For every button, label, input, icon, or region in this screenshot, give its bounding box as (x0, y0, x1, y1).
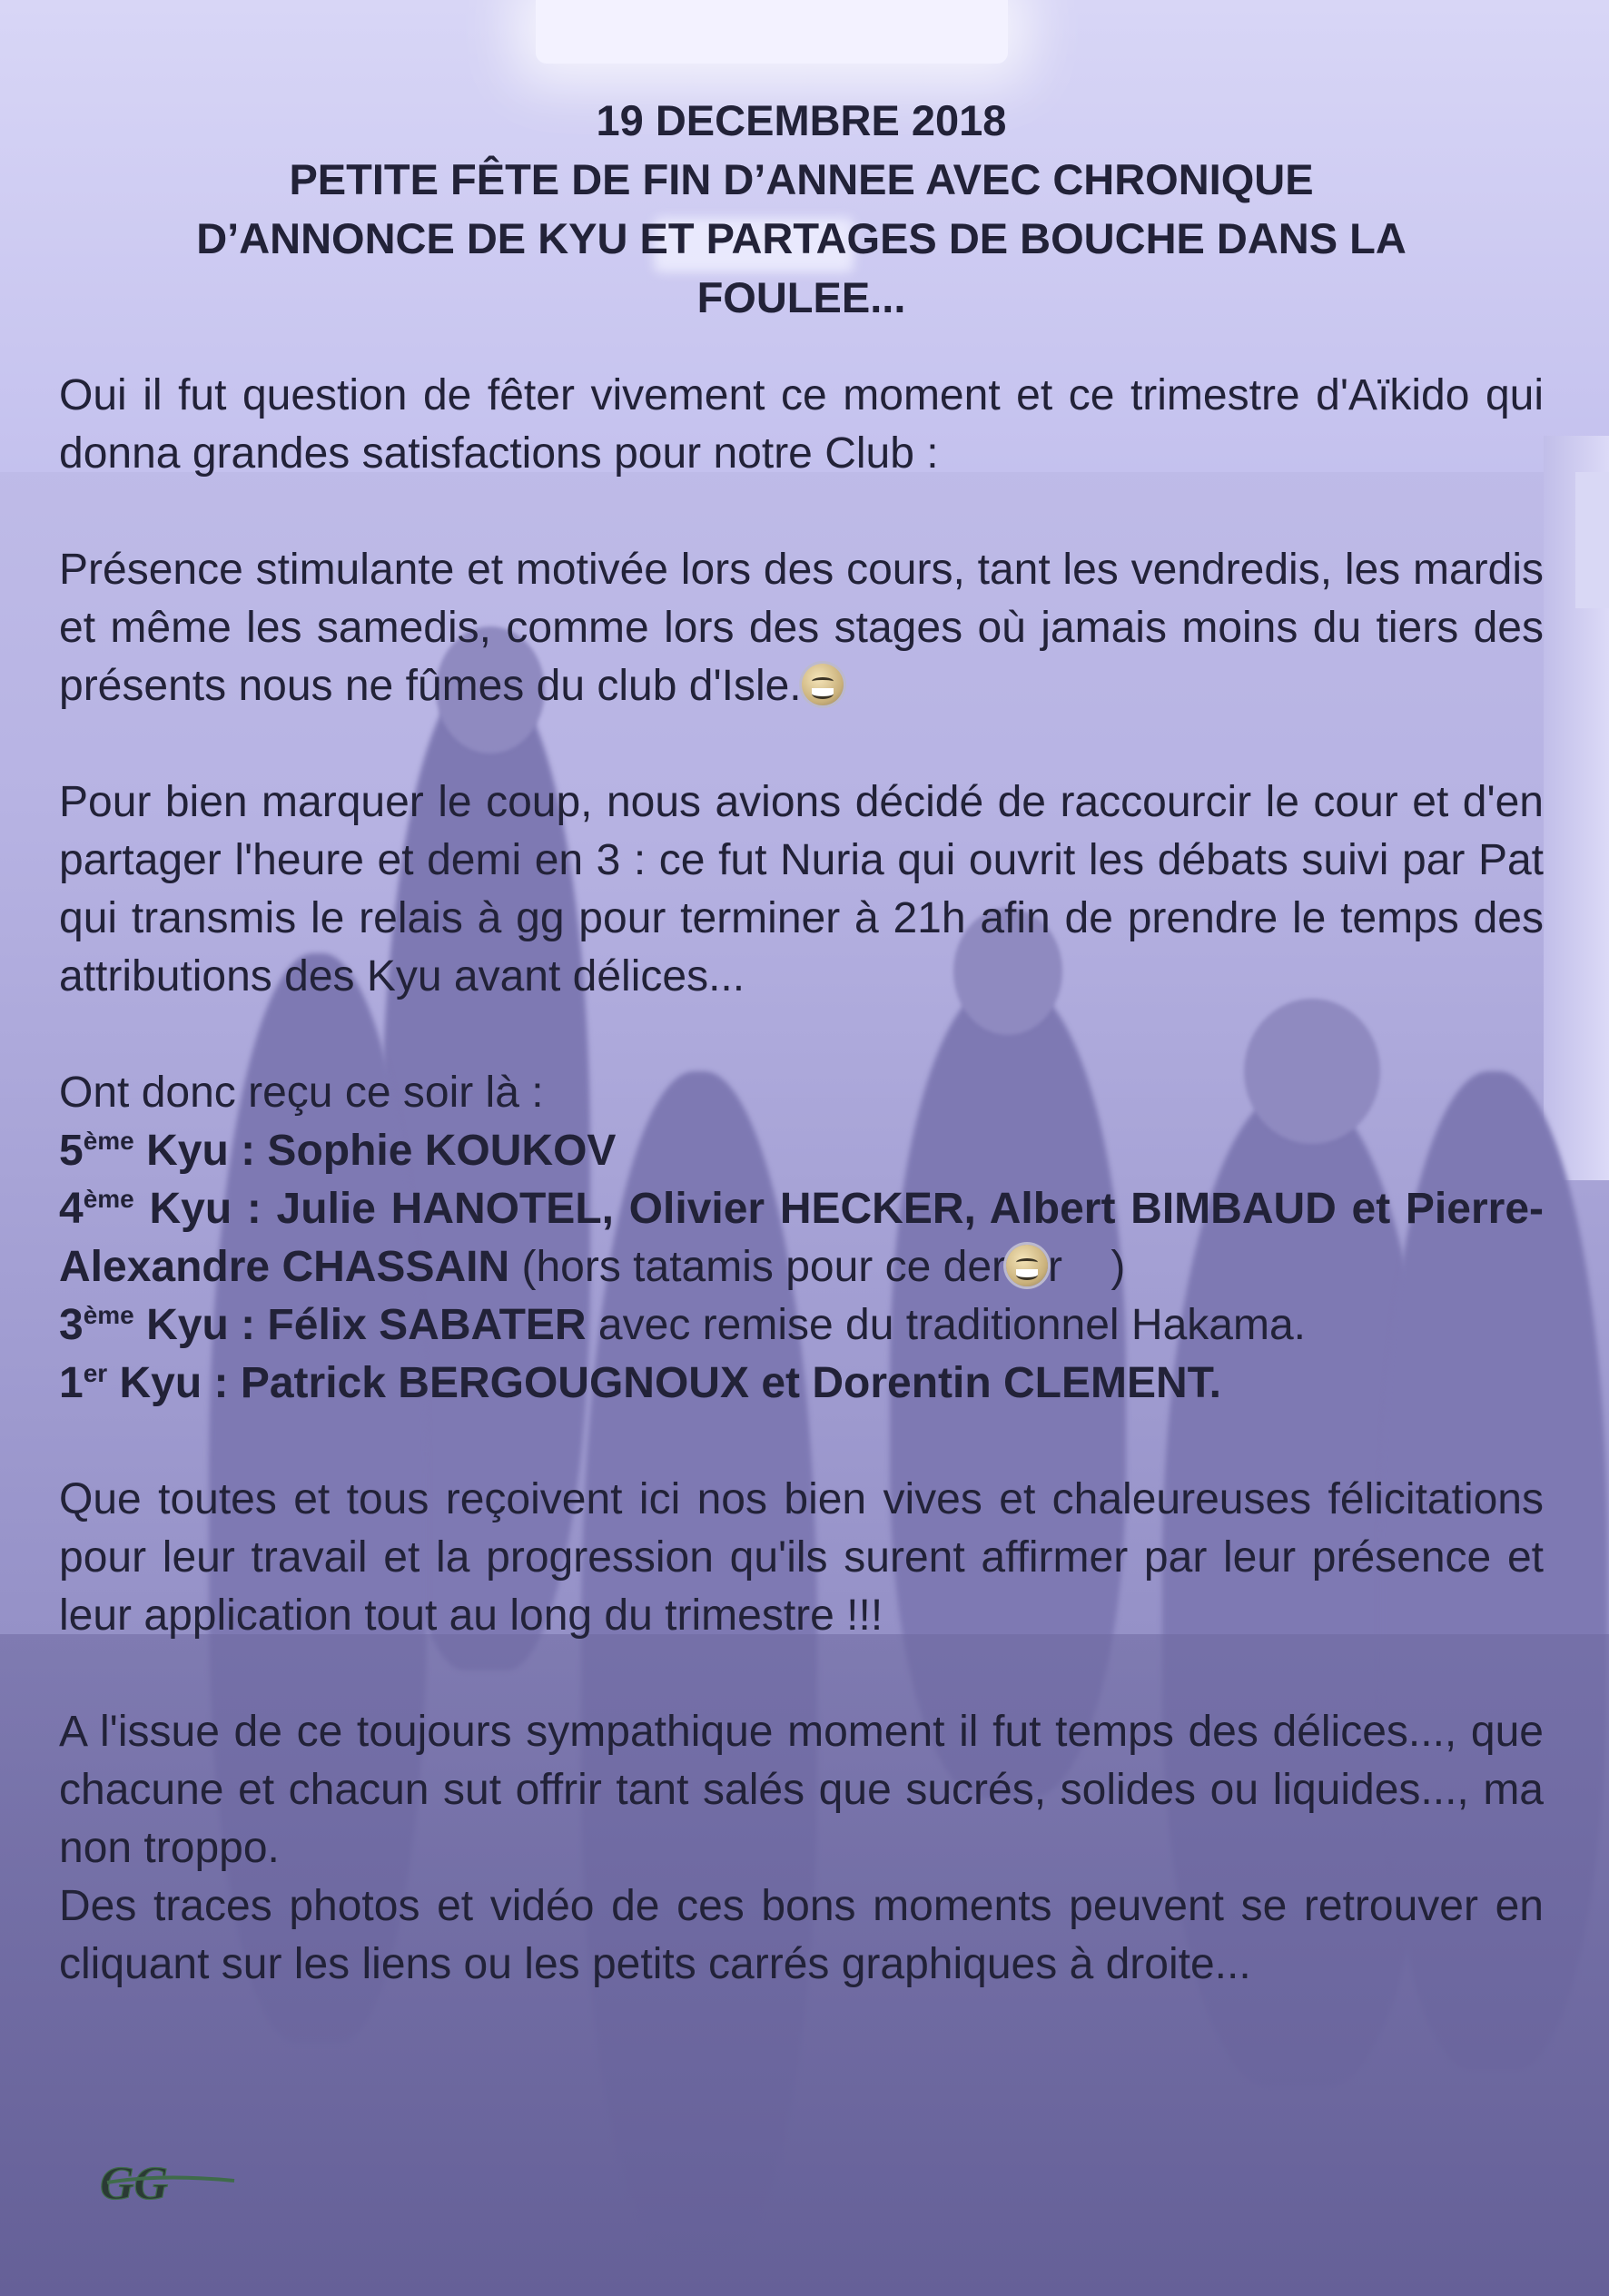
kyu-fifth: 5ème Kyu : Sophie KOUKOV (59, 1127, 617, 1175)
article-title-line-1: PETITE FÊTE DE FIN D’ANNEE AVEC CHRONIQUE (289, 155, 1314, 203)
signature-text: GG (100, 2158, 169, 2208)
grinning-face-icon (1006, 1245, 1048, 1286)
kyu-third: 3ème Kyu : Félix SABATER avec remise du traditionnel Hakama. (59, 1301, 1306, 1349)
article-date: 19 DECEMBRE 2018 (596, 96, 1007, 144)
ceiling-light (536, 0, 1008, 64)
course-paragraph: Pour bien marquer le coup, nous avions décidé de raccourcir le cour et d'en partager l'heure et demi en 3 : ce fut Nuria qui ouvrit les débats suivi par Pat qui transmis le relais à gg pour terminer à 21h afin de prendre le temps des attributions des Kyu avant délices... (59, 778, 1544, 1000)
kyu-first: 1er Kyu : Patrick BERGOUGNOUX et Dorentin CLEMENT. (59, 1359, 1221, 1407)
article-title-line-3: FOULEE... (696, 273, 906, 321)
intro-paragraph: Oui il fut question de fêter vivement ce moment et ce trimestre d'Aïkido qui donna grandes satisfactions pour notre Club : (59, 371, 1544, 478)
congrats-paragraph: Que toutes et tous reçoivent ici nos bien vives et chaleureuses félicitations pour leur travail et la progression qu'ils surent affirmer par leur présence et leur application tout au long du trimestre !!! (59, 1475, 1544, 1640)
presence-text: Présence stimulante et motivée lors des cours, tant les vendredis, les mardis et même les samedis, comme lors des stages où jamais moins du tiers des présents nous ne fûmes du club d'Isle. (59, 546, 1544, 710)
article-title-line-2: D’ANNONCE DE KYU ET PARTAGES DE BOUCHE DANS LA (196, 214, 1407, 262)
grinning-face-icon (802, 664, 844, 705)
gg-signature-logo (98, 2153, 243, 2208)
closing-paragraph-1: A l'issue de ce toujours sympathique moment il fut temps des délices..., que chacune et chacun sut offrir tant salés que sucrés, solides ou liquides..., ma non troppo. (59, 1708, 1544, 1872)
closing-paragraph-2: Des traces photos et vidéo de ces bons moments peuvent se retrouver en cliquant sur les liens ou les petits carrés graphiques à droite... (59, 1882, 1544, 1988)
received-intro: Ont donc reçu ce soir là : (59, 1069, 544, 1117)
article (59, 91, 1544, 1994)
presence-paragraph (59, 541, 1544, 715)
kyu-fourth: 4ème Kyu : Julie HANOTEL, Olivier HECKER, Albert BIMBAUD et Pierre-Alexandre CHASSAIN (hors tatamis pour ce der r ) (59, 1185, 1544, 1291)
